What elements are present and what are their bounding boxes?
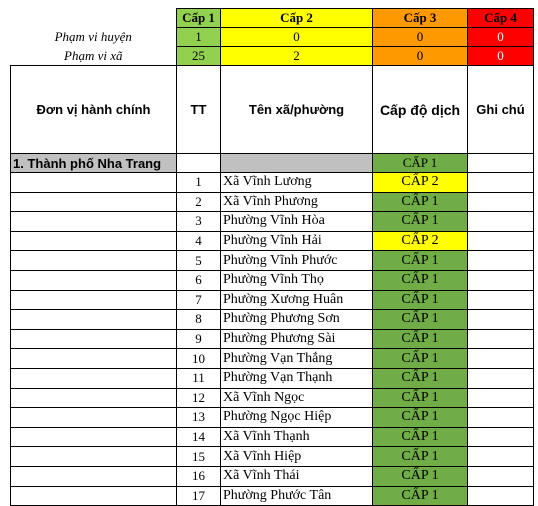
tt-cell[interactable]: 1 [177,173,221,193]
level-cell[interactable]: CẤP 1 [373,329,468,349]
level-cell[interactable]: CẤP 1 [373,466,468,486]
summary-block [11,9,534,66]
name-column-header[interactable]: Tên xã/phường [221,66,373,154]
district-level-1-count[interactable]: 1 [177,28,221,47]
level-4-header[interactable]: Cấp 4 [468,9,534,28]
ward-name-cell[interactable]: Phường Vĩnh Hải [221,231,373,251]
ward-name-cell[interactable]: Phường Xương Huân [221,290,373,310]
tt-cell[interactable]: 14 [177,427,221,447]
table-row [11,349,534,369]
tt-cell[interactable]: 12 [177,388,221,408]
group-name-fill-cell[interactable] [221,154,373,173]
table-row [11,427,534,447]
unit-cell[interactable] [11,251,177,271]
level-cell[interactable]: CẤP 1 [373,408,468,428]
group-name-cell[interactable]: 1. Thành phố Nha Trang [11,154,177,173]
commune-level-1-count[interactable]: 25 [177,47,221,66]
level-cell[interactable]: CẤP 1 [373,310,468,330]
summary-header-row [11,9,534,28]
table-row [11,447,534,467]
unit-cell[interactable] [11,173,177,193]
unit-cell[interactable] [11,427,177,447]
ward-name-cell[interactable]: Xã Vĩnh Phương [221,192,373,212]
table-row [11,466,534,486]
table-row [11,192,534,212]
ward-name-cell[interactable]: Xã Vĩnh Thạnh [221,427,373,447]
note-column-header[interactable]: Ghi chú [468,66,534,154]
tt-cell[interactable]: 15 [177,447,221,467]
commune-level-4-count[interactable]: 0 [468,47,534,66]
level-cell[interactable]: CẤP 1 [373,447,468,467]
unit-cell[interactable] [11,368,177,388]
unit-cell[interactable] [11,447,177,467]
level-cell[interactable]: CẤP 1 [373,368,468,388]
ward-name-cell[interactable]: Phường Phước Tân [221,486,373,506]
table-row [11,173,534,193]
note-cell[interactable] [468,408,534,428]
level-cell[interactable]: CẤP 2 [373,231,468,251]
table-row [11,408,534,428]
district-scope-label: Phạm vi huyện [54,29,132,44]
table-row [11,231,534,251]
unit-cell[interactable] [11,290,177,310]
ward-name-cell[interactable]: Phường Vĩnh Thọ [221,270,373,290]
note-cell[interactable] [468,368,534,388]
table-row [11,270,534,290]
summary-commune-row [11,47,534,66]
main-table [11,66,534,173]
table-row [11,310,534,330]
tt-cell[interactable]: 2 [177,192,221,212]
unit-cell[interactable] [11,466,177,486]
note-cell[interactable] [468,173,534,193]
unit-cell[interactable] [11,270,177,290]
column-header-row [11,66,534,154]
note-cell[interactable] [468,192,534,212]
note-cell[interactable] [468,212,534,232]
level-cell[interactable]: CẤP 1 [373,290,468,310]
tt-cell[interactable]: 5 [177,251,221,271]
level-cell[interactable]: CẤP 1 [373,270,468,290]
unit-cell[interactable] [11,212,177,232]
table-row [11,368,534,388]
table-row [11,212,534,232]
level-cell[interactable]: CẤP 1 [373,212,468,232]
tt-cell[interactable]: 8 [177,310,221,330]
group-tt-cell[interactable] [177,154,221,173]
table-row [11,251,534,271]
district-level-4-count[interactable]: 0 [468,28,534,47]
commune-level-2-count[interactable]: 2 [221,47,373,66]
note-cell[interactable] [468,349,534,369]
note-cell[interactable] [468,447,534,467]
note-cell[interactable] [468,270,534,290]
level-cell[interactable]: CẤP 1 [373,388,468,408]
tt-cell[interactable]: 11 [177,368,221,388]
tt-column-header[interactable]: TT [177,66,221,154]
level-cell[interactable]: CẤP 2 [373,173,468,193]
ward-name-cell[interactable]: Phường Vĩnh Phước [221,251,373,271]
tt-cell[interactable]: 10 [177,349,221,369]
district-level-3-count[interactable]: 0 [373,28,468,47]
ward-name-cell[interactable]: Phường Vạn Thạnh [221,368,373,388]
note-cell[interactable] [468,329,534,349]
level-1-header[interactable]: Cấp 1 [177,9,221,28]
ward-name-cell[interactable]: Xã Vĩnh Ngọc [221,388,373,408]
group-note-cell[interactable] [468,154,534,173]
unit-cell[interactable] [11,192,177,212]
unit-cell[interactable] [11,408,177,428]
summary-blank-cell [11,9,177,28]
level-column-header[interactable]: Cấp độ dịch [373,66,468,154]
level-cell[interactable]: CẤP 1 [373,427,468,447]
unit-cell[interactable] [11,388,177,408]
unit-column-header[interactable]: Đơn vị hành chính [11,66,177,154]
summary-district-row [11,28,534,47]
note-cell[interactable] [468,427,534,447]
unit-cell[interactable] [11,231,177,251]
tt-cell[interactable]: 13 [177,408,221,428]
note-cell[interactable] [468,290,534,310]
tt-cell[interactable]: 16 [177,466,221,486]
ward-name-cell[interactable]: Phường Ngọc Hiệp [221,408,373,428]
note-cell[interactable] [468,251,534,271]
ward-name-cell[interactable]: Phường Phương Sài [221,329,373,349]
tt-cell[interactable]: 3 [177,212,221,232]
tt-cell[interactable]: 7 [177,290,221,310]
note-cell[interactable] [468,231,534,251]
table-row [11,290,534,310]
epidemic-level-sheet [10,8,534,506]
tt-cell[interactable]: 9 [177,329,221,349]
note-cell[interactable] [468,388,534,408]
ward-name-cell[interactable]: Phường Vạn Thắng [221,349,373,369]
group-row [11,154,534,173]
commune-scope-label: Phạm vi xã [64,47,123,63]
ward-rows [11,173,534,506]
level-cell[interactable]: CẤP 1 [373,251,468,271]
commune-level-3-count[interactable]: 0 [373,47,468,66]
note-cell[interactable] [468,310,534,330]
note-cell[interactable] [468,466,534,486]
unit-cell[interactable] [11,310,177,330]
table-row [11,329,534,349]
district-level-2-count[interactable]: 0 [221,28,373,47]
unit-cell[interactable] [11,329,177,349]
ward-name-cell[interactable]: Phường Phương Sơn [221,310,373,330]
group-level-cell[interactable]: CẤP 1 [373,154,468,173]
level-cell[interactable]: CẤP 1 [373,486,468,506]
level-3-header[interactable]: Cấp 3 [373,9,468,28]
tt-cell[interactable]: 6 [177,270,221,290]
level-2-header[interactable]: Cấp 2 [221,9,373,28]
level-cell[interactable]: CẤP 1 [373,349,468,369]
ward-name-cell[interactable]: Phường Vĩnh Hòa [221,212,373,232]
ward-name-cell[interactable]: Xã Vĩnh Hiệp [221,447,373,467]
level-cell[interactable]: CẤP 1 [373,192,468,212]
ward-name-cell[interactable]: Xã Vĩnh Thái [221,466,373,486]
table-row [11,388,534,408]
unit-cell[interactable] [11,349,177,369]
tt-cell[interactable]: 17 [177,486,221,506]
ward-name-cell[interactable]: Xã Vĩnh Lương [221,173,373,193]
tt-cell[interactable]: 4 [177,231,221,251]
